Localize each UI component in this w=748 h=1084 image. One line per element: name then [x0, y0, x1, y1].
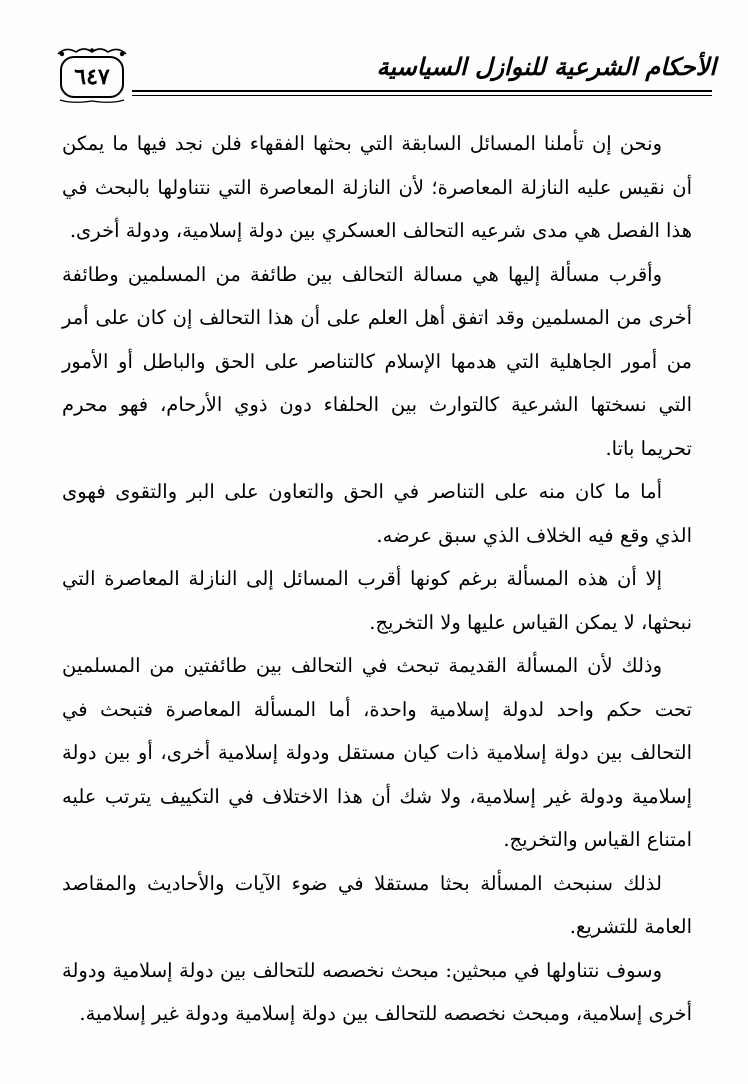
paragraph: لذلك سنبحث المسألة بحثا مستقلا في ضوء الآيات والأحاديث والمقاصد العامة للتشريع.: [62, 871, 692, 938]
page-number: ٦٤٧: [60, 56, 124, 98]
header-rule: [132, 90, 712, 92]
running-header-title: الأحكام الشرعية للنوازل السياسية: [376, 52, 716, 81]
paragraph: وسوف نتناولها في مبحثين: مبحث نخصصه للتحالف بين دولة إسلامية ودولة أخرى إسلامية، ومبحث نخصصه للتحالف بين دولة إسلامية ودولة غير إسلامية.: [62, 958, 692, 1025]
page-header: [52, 38, 716, 108]
paragraph: وأقرب مسألة إليها هي مسالة التحالف بين طائفة من المسلمين وطائفة أخرى من المسلمين وقد اتفق أهل العلم على أن هذا التحالف إن كان على أمر من أمور الجاهلية التي هدمها الإسلام كالتناصر على الحق والباطل أو الأمور التي نسختها الشرعية كالتوارث بين الحلفاء دون ذوي الأرحام، فهو محرم تحريما باتا.: [62, 262, 692, 460]
paragraph: ونحن إن تأملنا المسائل السابقة التي بحثها الفقهاء فلن نجد فيها ما يمكن أن نقيس عليه النازلة المعاصرة؛ لأن النازلة المعاصرة التي نتناولها بالبحث في هذا الفصل هي مدى شرعيه التحالف العسكري بين دولة إسلامية، ودولة أخرى.: [62, 132, 692, 242]
header-rule-thin: [132, 95, 712, 96]
page-body: [62, 122, 692, 1036]
paragraph: أما ما كان منه على التناصر في الحق والتعاون على البر والتقوى فهوى الذي وقع فيه الخلاف الذي سبق عرضه.: [62, 480, 692, 547]
paragraph: إلا أن هذه المسألة برغم كونها أقرب المسائل إلى النازلة المعاصرة التي نبحثها، لا يمكن القياس عليها ولا التخريج.: [62, 567, 692, 634]
paragraph: وذلك لأن المسألة القديمة تبحث في التحالف بين طائفتين من المسلمين تحت حكم واحد لدولة إسلامية واحدة، أما المسألة المعاصرة فتبحث في التحالف بين دولة إسلامية ذات كيان مستقل ودولة إسلامية أخرى، أو بين دولة إسلامية ودولة غير إسلامية، ولا شك أن هذا الاختلاف في التكييف يترتب عليه امتناع القياس والتخريج.: [62, 654, 692, 851]
